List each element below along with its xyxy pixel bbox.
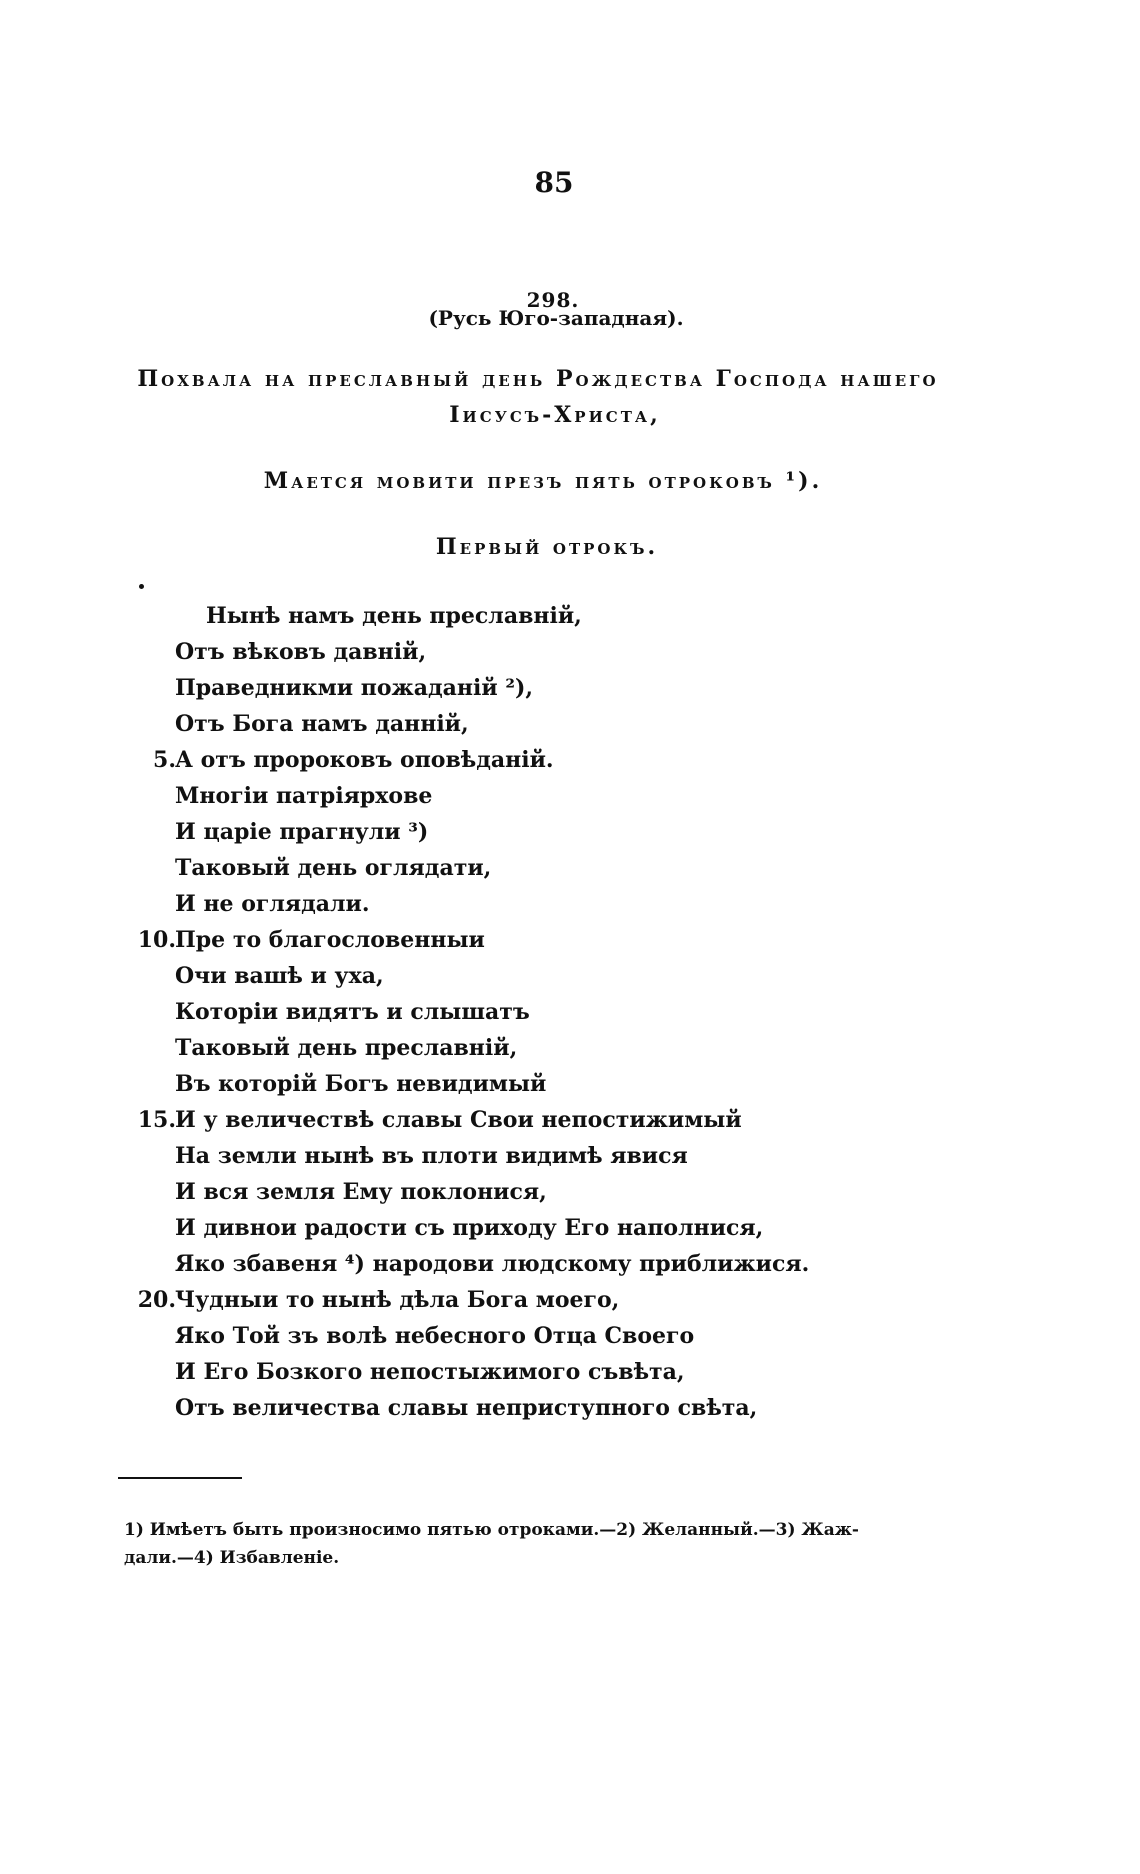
verse-text: Многіи патріярхове	[175, 783, 433, 809]
verse-line	[0, 670, 1140, 706]
section-title: Первый отрокъ.	[435, 534, 659, 560]
bullet-mark	[139, 584, 144, 589]
footnote-line-2: дали.—4) Избавленіе.	[124, 1548, 340, 1568]
footnote-rule	[118, 1477, 242, 1479]
verse-list	[0, 598, 1140, 1426]
verse-line	[0, 742, 1140, 778]
verse-text: А отъ пророковъ оповѣданій.	[175, 747, 554, 773]
verse-line	[0, 1246, 1140, 1282]
verse-number: 15.	[137, 1107, 176, 1133]
subtitle: Мается мовити презъ пять отроковъ ¹).	[263, 468, 823, 494]
verse-line	[0, 1174, 1140, 1210]
title-line-2: Iисусъ-Христа,	[449, 402, 661, 428]
verse-text: Нынѣ намъ день преславній,	[206, 603, 582, 629]
verse-line	[0, 1390, 1140, 1426]
page-number: 85	[534, 166, 574, 199]
verse-text: И не оглядали.	[175, 891, 370, 917]
verse-text: Яко збавеня ⁴) народови людскому приближися.	[175, 1251, 810, 1277]
verse-text: Яко Той зъ волѣ небесного Отца Своего	[175, 1323, 695, 1349]
verse-text: Пре то благословенныи	[175, 927, 485, 953]
verse-line	[0, 994, 1140, 1030]
verse-line	[0, 1138, 1140, 1174]
verse-text: Въ которій Богъ невидимый	[175, 1071, 547, 1097]
region-label: (Русь Юго-западная).	[428, 306, 684, 330]
footnote-line-1: 1) Имѣетъ быть произносимо пятью отроками.—2) Желанный.—3) Жаж-	[124, 1520, 859, 1540]
verse-number: 5.	[153, 747, 176, 773]
verse-text: Таковый день оглядати,	[175, 855, 492, 881]
verse-text: И вся земля Ему поклонися,	[175, 1179, 547, 1205]
verse-line	[0, 1354, 1140, 1390]
verse-line	[0, 598, 1140, 634]
verse-text: И царіе прагнули ³)	[175, 819, 429, 845]
verse-line	[0, 850, 1140, 886]
verse-line	[0, 1066, 1140, 1102]
verse-text: И Его Бозкого непостыжимого съвѣта,	[175, 1359, 685, 1385]
verse-line	[0, 814, 1140, 850]
verse-line	[0, 706, 1140, 742]
verse-line	[0, 1282, 1140, 1318]
verse-text: Отъ величества славы неприступного свѣта,	[175, 1395, 758, 1421]
verse-line	[0, 1210, 1140, 1246]
verse-line	[0, 922, 1140, 958]
verse-text: И дивнои радости съ приходу Его наполнися,	[175, 1215, 764, 1241]
verse-line	[0, 1030, 1140, 1066]
verse-text: Чудныи то нынѣ дѣла Бога моего,	[175, 1287, 620, 1313]
verse-number: 20.	[137, 1287, 176, 1313]
verse-line	[0, 634, 1140, 670]
verse-text: Таковый день преславній,	[175, 1035, 518, 1061]
verse-text: На земли нынѣ въ плоти видимѣ явися	[175, 1143, 688, 1169]
verse-line	[0, 1102, 1140, 1138]
verse-text: Которіи видятъ и слышатъ	[175, 999, 530, 1025]
verse-text: Праведникми пожаданій ²),	[175, 675, 534, 701]
verse-text: Очи вашѣ и уха,	[175, 963, 384, 989]
song-number: 298.	[526, 288, 580, 312]
title-line-1: Похвала на преславный день Рождества Господа нашего	[137, 366, 939, 392]
verse-text: Отъ Бога намъ данній,	[175, 711, 469, 737]
verse-line	[0, 958, 1140, 994]
verse-text: Отъ вѣковъ давній,	[175, 639, 427, 665]
verse-line	[0, 886, 1140, 922]
verse-line	[0, 778, 1140, 814]
verse-text: И у величествѣ славы Свои непостижимый	[175, 1107, 742, 1133]
verse-line	[0, 1318, 1140, 1354]
verse-number: 10.	[137, 927, 176, 953]
